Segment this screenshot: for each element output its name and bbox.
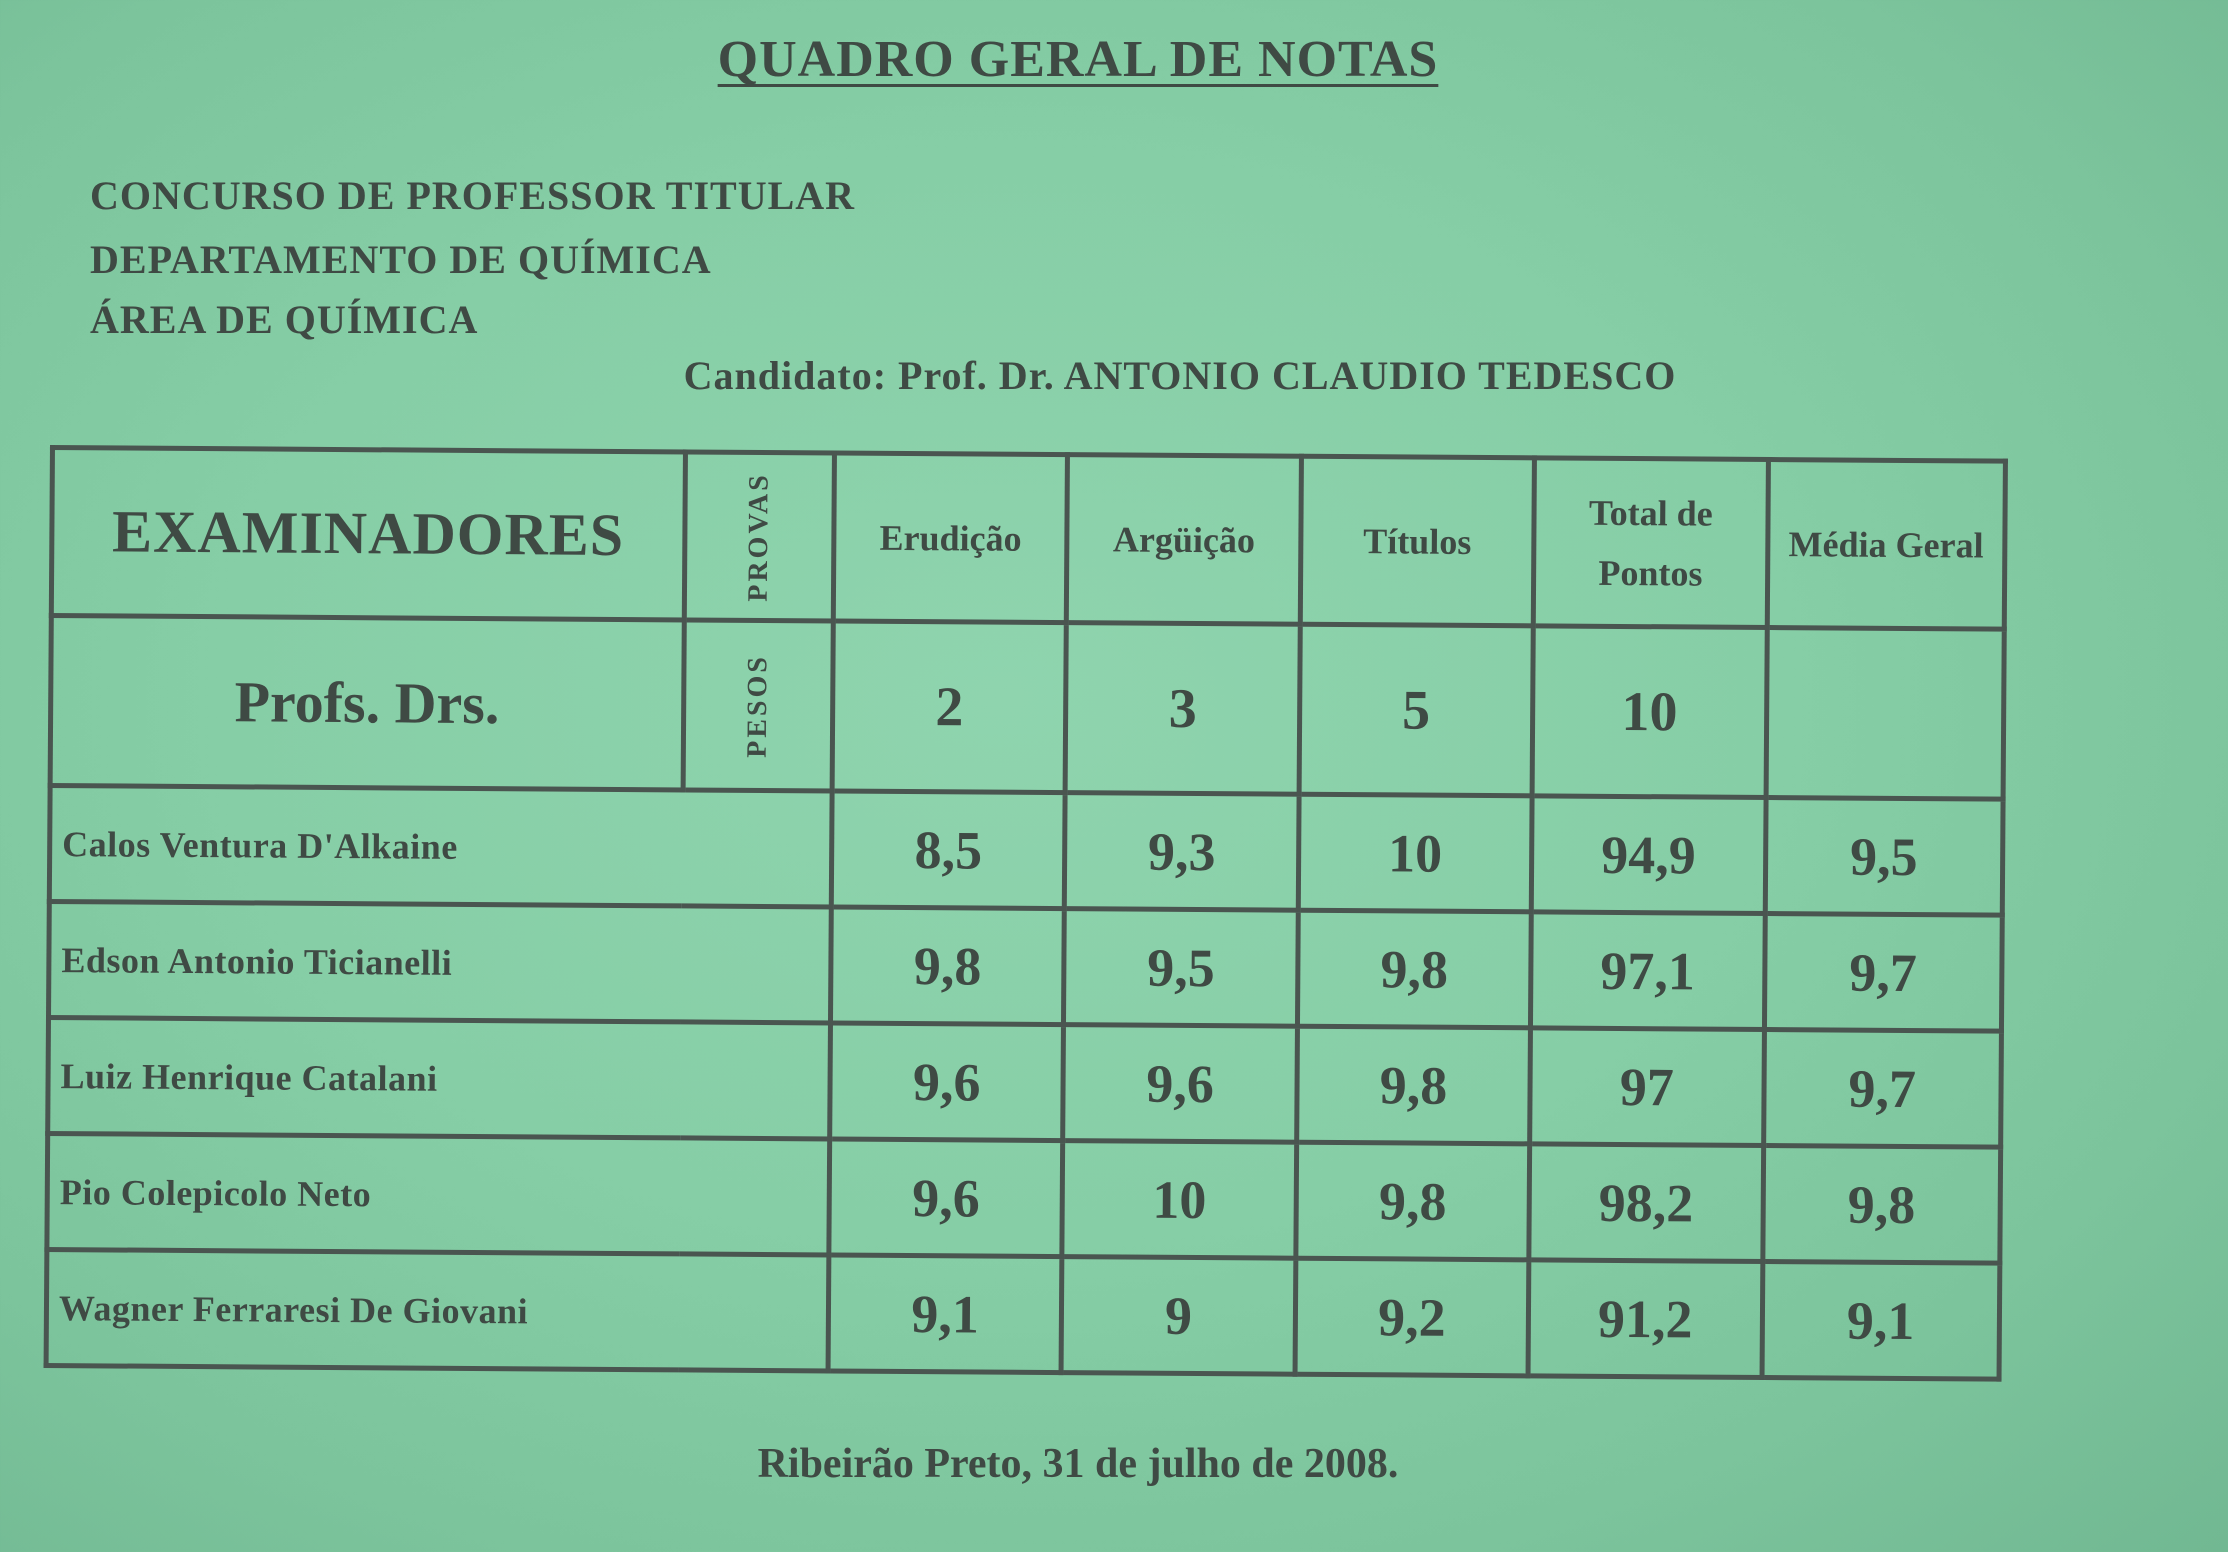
grade-erudicao: 8,5 [831, 791, 1065, 909]
grade-arguicao: 9,6 [1063, 1025, 1297, 1143]
grade-total: 91,2 [1528, 1260, 1762, 1378]
grade-erudicao: 9,1 [828, 1255, 1062, 1373]
grade-arguicao: 10 [1062, 1141, 1296, 1259]
document-title: QUADRO GERAL DE NOTAS [717, 31, 1439, 88]
examiner-name: Luiz Henrique Catalani [48, 1018, 831, 1139]
column-header-total: Total de Pontos [1533, 458, 1768, 628]
weight-media [1766, 627, 2005, 799]
grade-media: 9,5 [1765, 797, 2003, 915]
pesos-label-text: PESOS [741, 653, 774, 758]
grade-titulos: 9,8 [1297, 910, 1531, 1028]
table-row [49, 786, 2003, 916]
provas-label [684, 452, 835, 621]
profs-header: Profs. Drs. [50, 616, 684, 790]
weight-erudicao: 2 [832, 621, 1067, 793]
examiner-name: Wagner Ferraresi De Giovani [46, 1249, 829, 1370]
weight-total: 10 [1532, 626, 1767, 798]
grade-erudicao: 9,6 [830, 1023, 1064, 1141]
pesos-label [683, 620, 834, 791]
weight-titulos: 5 [1299, 624, 1534, 796]
area-line: ÁREA DE QUÍMICA [90, 297, 479, 342]
grade-media: 9,7 [1763, 1029, 2001, 1147]
grade-media: 9,1 [1762, 1261, 2000, 1379]
grade-titulos: 9,8 [1296, 1026, 1530, 1144]
table-row [46, 1249, 2000, 1379]
grade-titulos: 10 [1298, 794, 1532, 912]
grade-arguicao: 9,5 [1064, 909, 1298, 1027]
grade-media: 9,8 [1762, 1145, 2000, 1263]
examiner-name: Edson Antonio Ticianelli [49, 902, 832, 1023]
grade-erudicao: 9,6 [829, 1139, 1063, 1257]
grade-titulos: 9,2 [1295, 1258, 1529, 1376]
examiners-header: EXAMINADORES [51, 448, 685, 620]
provas-label-text: PROVAS [742, 471, 775, 602]
grade-arguicao: 9 [1061, 1257, 1295, 1375]
department-line: DEPARTAMENTO DE QUÍMICA [90, 237, 712, 282]
grade-erudicao: 9,8 [830, 907, 1064, 1025]
grade-total: 98,2 [1529, 1144, 1763, 1262]
place-date-line: Ribeirão Preto, 31 de julho de 2008. [757, 1441, 1399, 1487]
weight-arguicao: 3 [1065, 623, 1300, 795]
column-header-erudicao: Erudição [833, 453, 1068, 623]
grade-total: 97,1 [1531, 912, 1765, 1030]
table-row [48, 1018, 2002, 1148]
weights-row [50, 616, 2004, 800]
grades-table [44, 445, 2008, 1382]
grade-titulos: 9,8 [1296, 1142, 1530, 1260]
grade-total: 94,9 [1531, 796, 1765, 914]
column-header-row [51, 448, 2005, 630]
grade-total: 97 [1530, 1028, 1764, 1146]
grade-arguicao: 9,3 [1065, 793, 1299, 911]
grade-media: 9,7 [1764, 913, 2002, 1031]
column-header-arguicao: Argüição [1067, 455, 1302, 625]
examiner-name: Calos Ventura D'Alkaine [49, 786, 832, 907]
column-header-titulos: Títulos [1300, 456, 1535, 626]
table-row [47, 1134, 2001, 1264]
examiner-name: Pio Colepicolo Neto [47, 1134, 830, 1255]
candidate-line: Candidato: Prof. Dr. ANTONIO CLAUDIO TEDESCO [683, 353, 1677, 398]
column-header-media: Média Geral [1767, 459, 2006, 629]
table-row [49, 902, 2003, 1032]
contest-line: CONCURSO DE PROFESSOR TITULAR [90, 173, 856, 218]
